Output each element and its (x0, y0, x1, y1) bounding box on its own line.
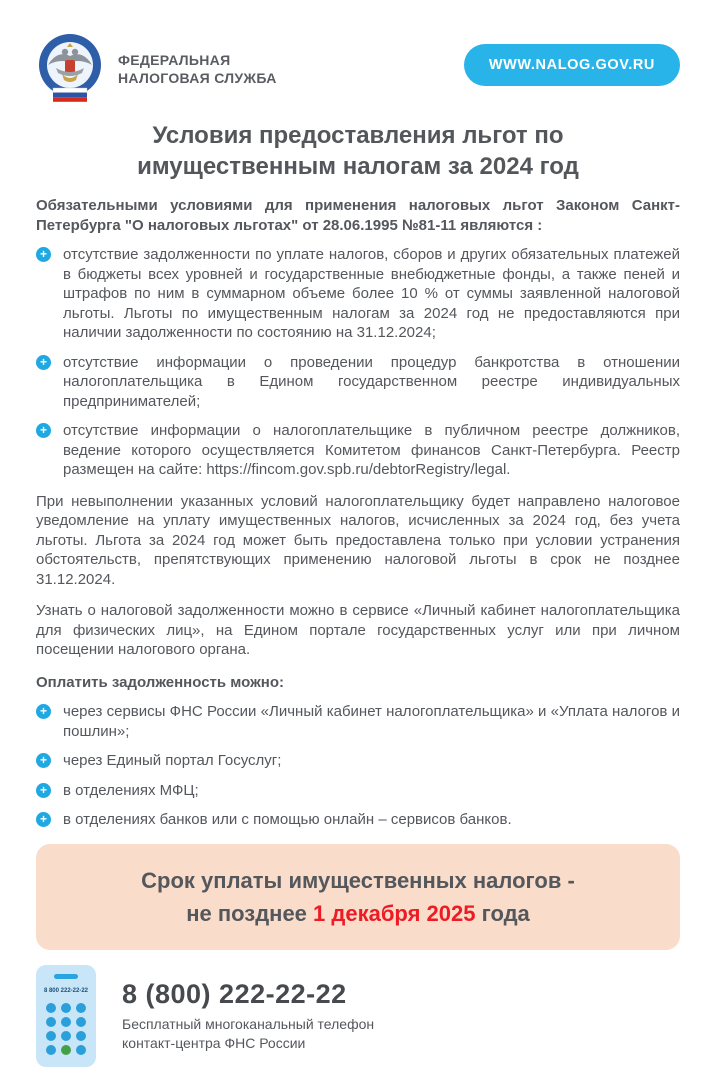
list-item (36, 781, 680, 801)
list-item (36, 245, 680, 343)
condition-text: отсутствие информации о проведении процедур банкротства в отношении налогоплательщика в Едином государственном реестре индивидуальных предпринимателей; (63, 353, 680, 410)
page-title: Условия предоставления льгот по имущественным налогам за 2024 год (137, 122, 579, 181)
phone-description-line2: контакт-центра ФНС России (122, 1034, 306, 1051)
plus-bullet-icon: + (36, 247, 51, 262)
plus-bullet-icon: + (36, 812, 51, 827)
phone-icon-label: 8 800 222-22-22 (43, 987, 89, 994)
deadline-prefix: не позднее (186, 900, 314, 926)
noncompliance-paragraph: При невыполнении указанных условий налогоплательщику будет направлено налоговое уведомление на уплату имущественных налогов, исчисленных за 2024 год, без учета льготы. Льгота за 2024 год может быть предоставлена только при условии устранения обстоятельств, препятствующих применению налоговой льготы в срок не позднее 31.12.2024. (36, 492, 680, 588)
phone-description-line1: Бесплатный многоканальный телефон (122, 1015, 375, 1032)
org-name-line1: ФЕДЕРАЛЬНАЯ (118, 51, 231, 68)
list-item (36, 702, 680, 741)
phone-number: 8 (800) 222-22-22 (122, 978, 347, 1009)
deadline-banner (36, 844, 680, 950)
payment-heading: Оплатить задолженность можно: (36, 673, 284, 691)
list-item (36, 810, 680, 830)
payment-options-list (36, 702, 680, 830)
website-button[interactable]: WWW.NALOG.GOV.RU (464, 44, 680, 86)
payment-option-text: через Единый портал Госуслуг; (63, 752, 282, 770)
plus-bullet-icon: + (36, 423, 51, 438)
payment-option-text: в отделениях банков или с помощью онлайн – сервисов банков. (63, 811, 512, 829)
phone-keypad-dots (36, 1003, 96, 1055)
deadline-date-highlight: 1 декабря 2025 (313, 900, 476, 926)
phone-keypad-icon (36, 965, 96, 1067)
phone-description (122, 1015, 374, 1053)
deadline-line2 (66, 897, 650, 930)
footer (36, 965, 680, 1067)
list-item (36, 421, 680, 480)
deadline-suffix: года (475, 900, 530, 926)
check-debt-paragraph: Узнать о налоговой задолженности можно в сервисе «Личный кабинет налогоплательщика для физических лиц», на Едином портале государственных услуг или при личном посещении налогового органа. (36, 602, 680, 659)
plus-bullet-icon: + (36, 783, 51, 798)
plus-bullet-icon: + (36, 704, 51, 719)
deadline-line1: Срок уплаты имущественных налогов - (141, 867, 575, 893)
plus-bullet-icon: + (36, 355, 51, 370)
brand (36, 32, 277, 106)
conditions-list (36, 245, 680, 480)
fns-emblem-icon (36, 32, 104, 106)
condition-text: отсутствие задолженности по уплате налогов, сборов и других обязательных платежей в бюджеты всех уровней и государственные внебюджетные фонды, а также пеней и штрафов по ним в суммарном объеме более 10 % от суммы заявленной налоговой льготы. Льготы по имущественным налогам за 2024 год не предоставляются при наличии задолженности по состоянию на 31.12.2024; (63, 246, 680, 342)
payment-option-text: через сервисы ФНС России «Личный кабинет налогоплательщика» и «Уплата налогов и пошлин»; (63, 703, 680, 740)
phone-speaker-bar (54, 974, 78, 979)
org-name (118, 51, 277, 87)
payment-option-text: в отделениях МФЦ; (63, 781, 199, 799)
list-item (36, 353, 680, 412)
org-name-line2: НАЛОГОВАЯ СЛУЖБА (118, 70, 277, 86)
list-item (36, 751, 680, 771)
plus-bullet-icon: + (36, 753, 51, 768)
header (36, 32, 680, 106)
intro-paragraph: Обязательными условиями для применения налоговых льгот Законом Санкт-Петербурга "О налоговых льготах" от 28.06.1995 №81-11 являются : (36, 197, 680, 234)
condition-text: отсутствие информации о налогоплательщике в публичном реестре должников, ведение которого осуществляется Комитетом финансов Санкт-Петербурга. Реестр размещен на сайте: https://fincom.gov.spb.ru/debtorRegistry/legal. (63, 422, 680, 479)
contact-info (122, 979, 374, 1053)
